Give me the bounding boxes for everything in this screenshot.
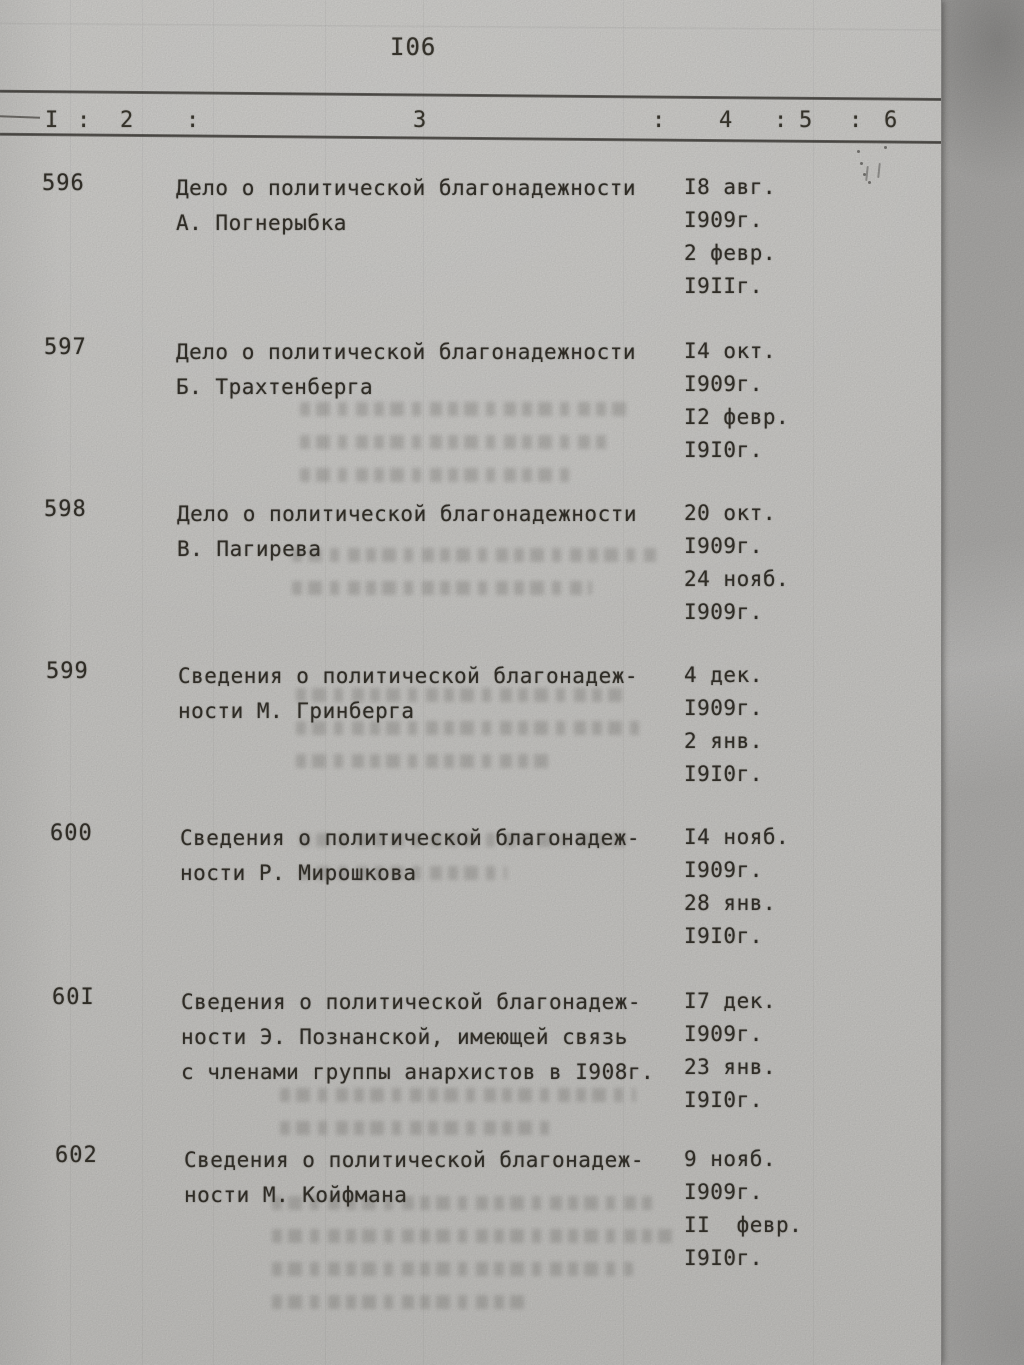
entry-date-line: I909г.	[684, 600, 763, 624]
page-number: I06	[390, 33, 437, 61]
entry-dates	[684, 497, 824, 629]
entry-description-line: Сведения о политической благонадеж-	[181, 990, 642, 1014]
column-header-cell: 3	[413, 108, 427, 133]
ink-speck	[857, 150, 860, 153]
column-header-cell: :	[849, 108, 863, 133]
column-header-cell: :	[77, 108, 91, 133]
entry-description-line: А. Погнерыбка	[176, 211, 347, 235]
entry-description	[177, 497, 677, 567]
entry-description-line: Дело о политической благонадежности	[176, 176, 637, 200]
entry-description-line: Дело о политической благонадежности	[176, 340, 637, 364]
entry-number: 598	[44, 497, 87, 522]
bleed-through-text-row	[296, 754, 555, 768]
entry-description-line: с членами группы анархистов в I908г.	[181, 1060, 655, 1084]
bleed-through-text-block	[272, 1196, 697, 1328]
entry-dates	[684, 985, 824, 1117]
entry-number: 60I	[52, 985, 95, 1010]
entry-date-line: 24 нояб.	[684, 567, 790, 591]
entry-description-line: ности Р. Мирошкова	[180, 861, 417, 885]
column-header-cell: 4	[719, 108, 733, 133]
faint-vertical-rule	[325, 0, 326, 1365]
entry-date-line: I909г.	[684, 696, 763, 720]
entry-date-line: I909г.	[684, 1180, 763, 1204]
entry-date-line: I4 нояб.	[684, 825, 790, 849]
entry-number: 602	[55, 1143, 98, 1168]
entry-date-line: I4 окт.	[684, 339, 777, 363]
entry-description-line: Б. Трахтенберга	[176, 375, 374, 399]
bleed-through-text-row	[292, 581, 592, 595]
faint-vertical-rule	[423, 0, 424, 1365]
ink-speck	[860, 162, 863, 165]
entry-date-line: I909г.	[684, 534, 763, 558]
faint-vertical-rule	[70, 0, 71, 1365]
entry-date-line: I9IIг.	[684, 274, 763, 298]
entry-dates	[684, 335, 824, 467]
entry-number: 596	[42, 171, 85, 196]
entry-date-line: 4 дек.	[684, 663, 763, 687]
entry-date-line: I9I0г.	[684, 762, 763, 786]
entry-date-line: 2 февр.	[684, 241, 777, 265]
faint-vertical-rule	[813, 0, 814, 1365]
entry-description	[184, 1143, 684, 1213]
entry-date-line: II февр.	[684, 1213, 803, 1237]
entry-dates	[684, 659, 824, 791]
pencil-mark	[865, 166, 869, 181]
entry-date-line: 9 нояб.	[684, 1147, 777, 1171]
column-header-cell: 5	[799, 108, 813, 133]
faint-vertical-rule	[623, 0, 624, 1365]
entry-description	[180, 821, 680, 891]
column-header-cell: I	[45, 108, 59, 133]
bleed-through-text-row	[272, 1295, 527, 1309]
entry-date-line: 20 окт.	[684, 501, 777, 525]
entry-date-line: I2 февр.	[684, 405, 790, 429]
entry-dates	[684, 821, 824, 953]
column-header-cell: :	[774, 108, 788, 133]
entry-number: 600	[50, 821, 93, 846]
entry-number: 597	[44, 335, 87, 360]
entry-description-line: ности М. Гринберга	[178, 699, 415, 723]
entry-description-line: ности М. Койфмана	[184, 1183, 408, 1207]
bleed-through-text-row	[272, 1229, 676, 1243]
entry-description	[181, 985, 681, 1090]
entry-number: 599	[46, 659, 89, 684]
entry-date-line: I9I0г.	[684, 1246, 763, 1270]
faint-vertical-rule	[142, 0, 143, 1365]
entry-date-line: I9I0г.	[684, 924, 763, 948]
entry-dates	[684, 1143, 824, 1275]
entry-date-line: I8 авг.	[684, 175, 777, 199]
column-header-cell: :	[652, 108, 666, 133]
column-header-cell: 6	[884, 108, 898, 133]
entry-description-line: Сведения о политической благонадеж-	[178, 664, 639, 688]
entry-description-line: В. Пагирева	[177, 537, 322, 561]
entry-date-line: 23 янв.	[684, 1055, 777, 1079]
entry-date-line: 28 янв.	[684, 891, 777, 915]
column-header-cell: 2	[120, 108, 134, 133]
entry-description	[178, 659, 678, 729]
ink-speck	[868, 181, 871, 184]
entry-description-line: ности Э. Познанской, имеющей связь	[181, 1025, 628, 1049]
pencil-mark	[877, 163, 881, 178]
entry-description-line: Сведения о политической благонадеж-	[184, 1148, 645, 1172]
entry-date-line: I909г.	[684, 858, 763, 882]
entry-description-line: Дело о политической благонадежности	[177, 502, 638, 526]
bleed-through-text-row	[272, 1262, 633, 1276]
entry-date-line: I9I0г.	[684, 1088, 763, 1112]
bleed-through-text-block	[300, 402, 645, 501]
entry-date-line: I909г.	[684, 1022, 763, 1046]
bleed-through-text-row	[280, 1088, 636, 1102]
entry-dates	[684, 171, 824, 303]
entry-date-line: I7 дек.	[684, 989, 777, 1013]
bleed-through-text-row	[300, 468, 576, 482]
faint-vertical-rule	[213, 0, 214, 1365]
entry-description-line: Сведения о политической благонадеж-	[180, 826, 641, 850]
entry-date-line: I9I0г.	[684, 438, 763, 462]
bleed-through-text-row	[300, 435, 611, 449]
ink-speck	[884, 146, 887, 149]
bleed-through-text-row	[280, 1121, 557, 1135]
entry-description	[176, 171, 676, 241]
entry-date-line: I909г.	[684, 208, 763, 232]
entry-description	[176, 335, 676, 405]
entry-date-line: I909г.	[684, 372, 763, 396]
entry-date-line: 2 янв.	[684, 729, 763, 753]
column-header-cell: :	[186, 108, 200, 133]
